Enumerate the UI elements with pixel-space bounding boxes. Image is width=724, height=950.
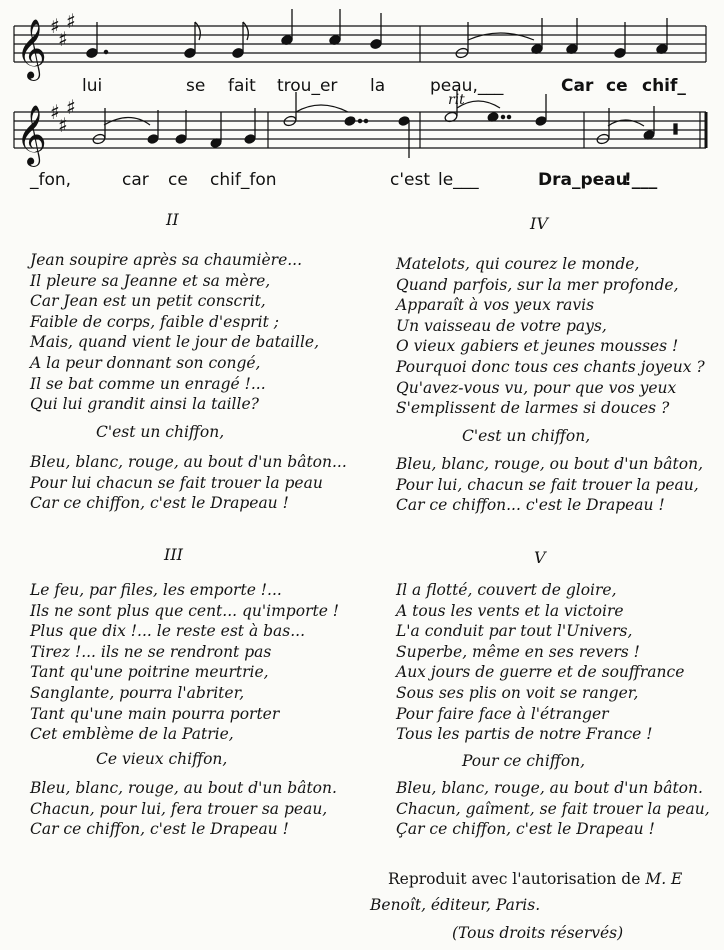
tempo-mark: rit [448, 92, 465, 108]
svg-text:♯: ♯ [58, 113, 68, 137]
verse-line: Tant qu'une main pourra porter [30, 704, 280, 723]
stanza-number: V [534, 548, 546, 567]
verse-line: Faible de corps, faible d'esprit ; [30, 312, 279, 331]
verse-line: Un vaisseau de votre pays, [396, 316, 607, 335]
stanza-number: II [166, 210, 179, 229]
lyric-syllable: la [370, 76, 386, 96]
refrain-block [396, 778, 710, 840]
verse-line: Apparaît à vos yeux ravis [396, 296, 595, 315]
stanza-number: IV [530, 214, 548, 233]
refrain-block [30, 778, 337, 840]
verse-line: Tous les partis de notre France ! [396, 725, 653, 744]
lyric-syllable: _fon, [30, 170, 72, 190]
verse-line: Mais, quand vient le jour de bataille, [30, 333, 320, 352]
footer-publisher [370, 896, 540, 914]
verse-line: Pourquoi donc tous ces chants joyeux ? [396, 357, 705, 376]
svg-text:♯: ♯ [58, 27, 68, 51]
refrain-block [396, 454, 703, 516]
refrain-line: Pour lui chacun se fait trouer la peau [30, 473, 323, 492]
stanza-number: III [164, 545, 183, 564]
lyric-syllable: se [186, 76, 206, 96]
svg-text:♯: ♯ [66, 9, 76, 33]
stanza-verse [396, 254, 705, 419]
lyric-syllable: peau,___ [430, 76, 504, 96]
lyric-syllable: car [122, 170, 149, 190]
verse-line: Quand parfois, sur la mer profonde, [396, 275, 679, 294]
svg-text:♯: ♯ [50, 100, 60, 124]
stanza-verse [30, 580, 339, 745]
refrain-line: Bleu, blanc, rouge, au bout d'un bâton. [30, 779, 337, 797]
verse-line: Tant qu'une poitrine meurtrie, [30, 663, 269, 682]
verse-line: Ils ne sont plus que cent... qu'importe ! [30, 601, 340, 620]
lyric-syllable: !___ [624, 170, 658, 190]
refrain-line: Bleu, blanc, rouge, ou bout d'un bâton, [396, 455, 704, 473]
footer-credit-name: M. E [645, 870, 683, 888]
verse-line: Jean soupire après sa chaumière... [30, 251, 303, 269]
svg-text:♯: ♯ [66, 95, 76, 119]
refrain-intro: Pour ce chiffon, [462, 752, 586, 770]
refrain-line: Car ce chiffon, c'est le Drapeau ! [30, 494, 289, 513]
verse-line: Superbe, même en ses revers ! [396, 642, 640, 661]
refrain-line: Bleu, blanc, rouge, au bout d'un bâton. [396, 779, 703, 797]
verse-line: Le feu, par files, les emporte !... [30, 581, 282, 599]
lyric-syllable: le___ [438, 170, 479, 190]
refrain-intro: Ce vieux chiffon, [96, 750, 228, 768]
lyric-syllable: trou_er [277, 76, 338, 96]
footer-rights-text: (Tous droits réservés) [452, 924, 624, 942]
verse-line: Plus que dix !... le reste est à bas... [30, 622, 306, 641]
lyric-syllable: ce [168, 170, 188, 190]
lyric-syllable: Car [561, 76, 594, 96]
refrain-intro: C'est un chiffon, [96, 423, 225, 441]
lyric-syllable: Dra_peau [538, 170, 628, 190]
lyric-syllable: chif_ [642, 76, 686, 96]
svg-text:♯: ♯ [50, 14, 60, 38]
verse-line: A la peur donnant son congé, [30, 353, 261, 372]
verse-line: Il a flotté, couvert de gloire, [396, 581, 617, 599]
verse-line: Sous ses plis on voit se ranger, [396, 683, 639, 702]
verse-line: Sanglante, pourra l'abriter, [30, 683, 245, 702]
footer-credit-line [388, 870, 682, 888]
verse-line: Qui lui grandit ainsi la taille? [30, 395, 259, 414]
verse-line: Cet emblème de la Patrie, [30, 725, 234, 744]
verse-line: Tirez !... ils ne se rendront pas [30, 642, 272, 661]
lyric-syllable: lui [82, 76, 103, 96]
verse-line: O vieux gabiers et jeunes mousses ! [396, 337, 679, 356]
refrain-line: Car ce chiffon... c'est le Drapeau ! [396, 496, 665, 515]
verse-line: Aux jours de guerre et de souffrance [396, 663, 685, 682]
footer-credit-text: Reproduit avec l'autorisation de [388, 870, 641, 888]
refrain-line: Chacun, gaîment, se fait trouer la peau, [396, 799, 710, 818]
footer-publisher-text: Benoît, éditeur, Paris. [370, 896, 541, 914]
stanza-verse [396, 580, 684, 745]
refrain-block [30, 452, 347, 514]
verse-line: Il se bat comme un enragé !... [30, 374, 266, 393]
refrain-intro: C'est un chiffon, [462, 427, 591, 445]
lyric-syllable: fait [228, 76, 256, 96]
lyric-syllable: ce [606, 76, 628, 96]
verse-line: Qu'avez-vous vu, pour que vos yeux [396, 378, 677, 397]
footer-rights [452, 924, 623, 942]
stanza-verse [30, 250, 319, 415]
lyric-syllable: chif_fon [210, 170, 277, 190]
refrain-line: Pour lui, chacun se fait trouer la peau, [396, 475, 699, 494]
refrain-line: Chacun, pour lui, fera trouer sa peau, [30, 799, 328, 818]
refrain-line: Bleu, blanc, rouge, au bout d'un bâton... [30, 453, 347, 471]
refrain-line: Car ce chiffon, c'est le Drapeau ! [30, 820, 289, 839]
lyric-syllable: c'est [390, 170, 431, 190]
verse-line: Matelots, qui courez le monde, [396, 255, 640, 273]
verse-line: A tous les vents et la victoire [396, 601, 624, 620]
treble-clef-icon: 𝄞 [16, 19, 47, 79]
treble-clef-icon: 𝄞 [16, 105, 47, 165]
verse-line: Pour faire face à l'étranger [396, 704, 609, 723]
verse-line: S'emplissent de larmes si douces ? [396, 399, 670, 418]
verse-line: L'a conduit par tout l'Univers, [396, 622, 633, 641]
verse-line: Il pleure sa Jeanne et sa mère, [30, 271, 271, 290]
refrain-line: Çar ce chiffon, c'est le Drapeau ! [396, 820, 655, 839]
verse-line: Car Jean est un petit conscrit, [30, 292, 266, 311]
